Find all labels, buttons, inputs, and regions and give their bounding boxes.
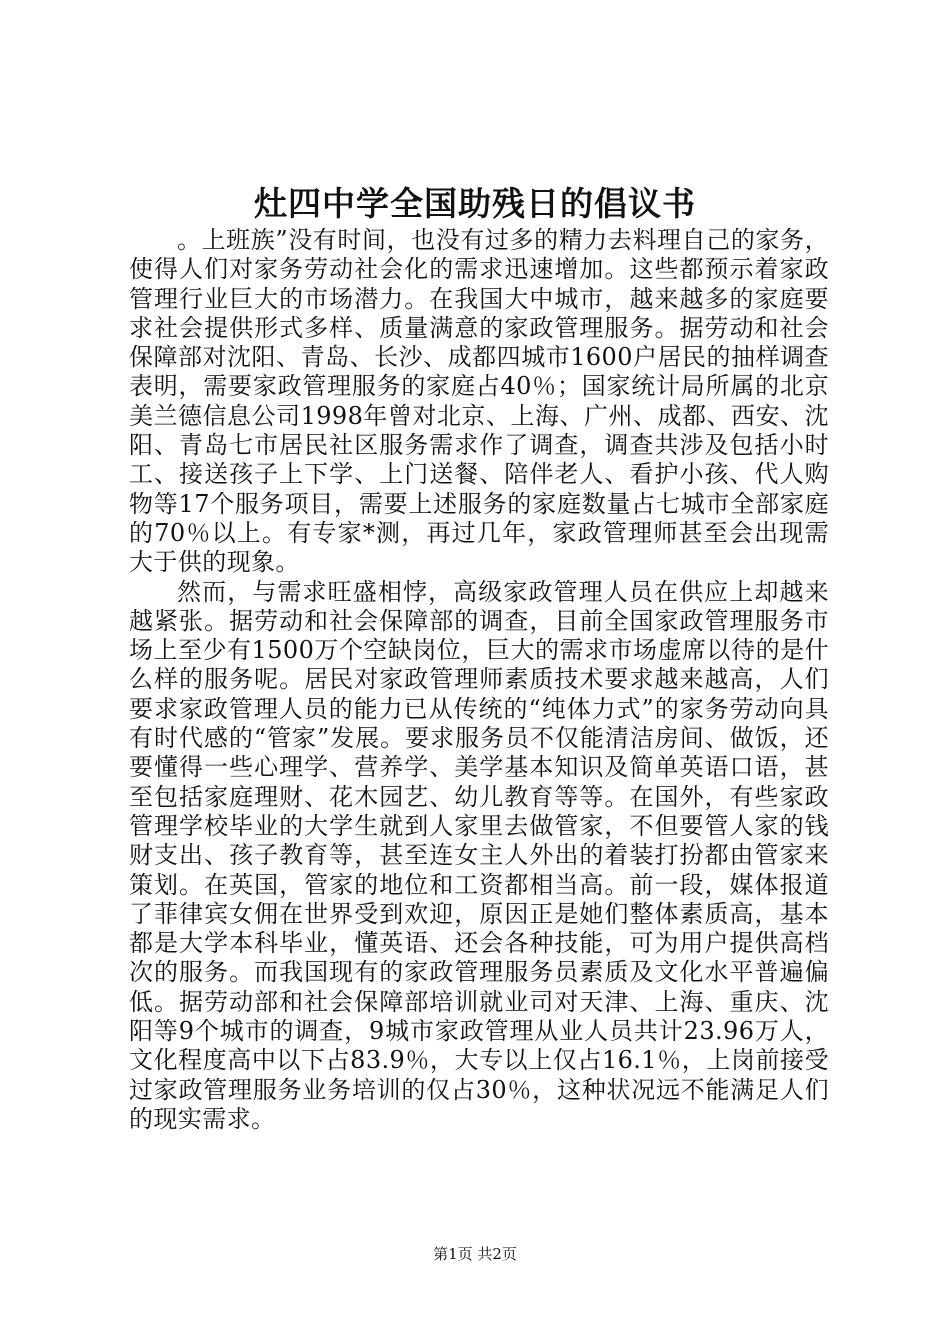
document-title: 灶四中学全国助残日的倡议书 (254, 184, 696, 223)
document-body (129, 226, 829, 1134)
paragraph-2: 然而，与需求旺盛相悖，高级家政管理人员在供应上却越来越紧张。据劳动和社会保障部的调查，目前全国家政管理服务市场上至少有1500万个空缺岗位，巨大的需求市场虚席以待的是什么样的服务呢。居民对家政管理师素质技术要求越来越高，人们要求家政管理人员的能力已从传统的“纯体力式”的家务劳动向具有时代感的“管家”发展。要求服务员不仅能清洁房间、做饭，还要懂得一些心理学、营养学、美学基本知识及简单英语口语，甚至包括家庭理财、花木园艺、幼儿教育等等。在国外，有些家政管理学校毕业的大学生就到人家里去做管家，不但要管人家的钱财支出、孩子教育等，甚至连女主人外出的着装打扮都由管家来策划。在英国，管家的地位和工资都相当高。前一段，媒体报道了菲律宾女佣在世界受到欢迎，原因正是她们整体素质高，基本都是大学本科毕业，懂英语、还会各种技能，可为用户提供高档次的服务。而我国现有的家政管理服务员素质及文化水平普遍偏低。据劳动部和社会保障部培训就业司对天津、上海、重庆、沈阳等9个城市的调查，9城市家政管理从业人员共计23.96万人，文化程度高中以下占83.9％，大专以上仅占16.1％，上岗前接受过家政管理服务业务培训的仅占30％，这种状况远不能满足人们的现实需求。 (129, 577, 829, 1133)
page-number-footer: 第1页 共2页 (433, 1245, 517, 1263)
paragraph-1: 。上班族”没有时间，也没有过多的精力去料理自己的家务，使得人们对家务劳动社会化的需求迅速增加。这些都预示着家政管理行业巨大的市场潜力。在我国大中城市，越来越多的家庭要求社会提供形式多样、质量满意的家政管理服务。据劳动和社会保障部对沈阳、青岛、长沙、成都四城市1600户居民的抽样调查表明，需要家政管理服务的家庭占40％；国家统计局所属的北京美兰德信息公司1998年曾对北京、上海、广州、成都、西安、沈阳、青岛七市居民社区服务需求作了调查，调查共涉及包括小时工、接送孩子上下学、上门送餐、陪伴老人、看护小孩、代人购物等17个服务项目，需要上述服务的家庭数量占七城市全部家庭的70％以上。有专家*测，再过几年，家政管理师甚至会出现需大于供的现象。 (129, 226, 829, 577)
